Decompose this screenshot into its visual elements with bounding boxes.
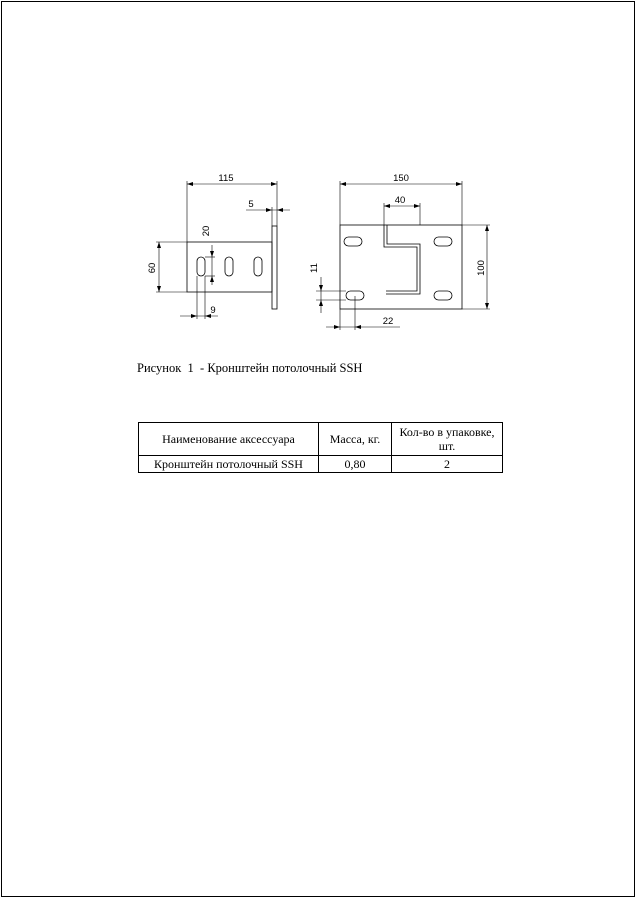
dim-side-width: 115	[218, 173, 234, 184]
dim-side-flange: 5	[248, 199, 254, 210]
front-view-hole	[434, 291, 452, 300]
front-view	[340, 225, 462, 309]
cell-mass: 0,80	[319, 456, 392, 473]
header-quantity: Кол-во в упаковке, шт.	[392, 423, 503, 456]
front-view-channel	[384, 225, 420, 294]
header-name: Наименование аксессуара	[139, 423, 319, 456]
table-row	[139, 456, 503, 473]
dim-side-slot-width: 9	[210, 305, 216, 316]
dim-side-height: 60	[147, 262, 158, 274]
side-view	[187, 226, 277, 309]
table-header-row	[139, 423, 503, 456]
figure-caption: Рисунок 1 - Кронштейн потолочный SSH	[137, 361, 363, 375]
dim-front-slot-height: 11	[309, 263, 320, 273]
dim-front-channel: 40	[394, 195, 406, 206]
front-view-hole	[344, 237, 362, 246]
front-view-hole	[434, 237, 452, 246]
bracket-drawing	[130, 165, 510, 340]
side-view-slot	[225, 257, 233, 276]
front-view-plate	[340, 225, 462, 309]
cell-name: Кронштейн потолочный SSH	[139, 456, 319, 473]
side-view-flange	[272, 226, 277, 309]
dim-side-slot-length: 20	[201, 225, 212, 237]
dim-front-height: 100	[476, 260, 487, 276]
dim-front-width: 150	[393, 173, 409, 184]
side-view-slot	[197, 257, 205, 276]
cell-quantity: 2	[392, 456, 503, 473]
header-mass: Масса, кг.	[319, 423, 392, 456]
accessory-table	[138, 422, 503, 473]
side-view-body	[187, 242, 272, 292]
side-view-slot	[254, 257, 262, 276]
dim-front-slot-offset: 22	[382, 316, 394, 327]
